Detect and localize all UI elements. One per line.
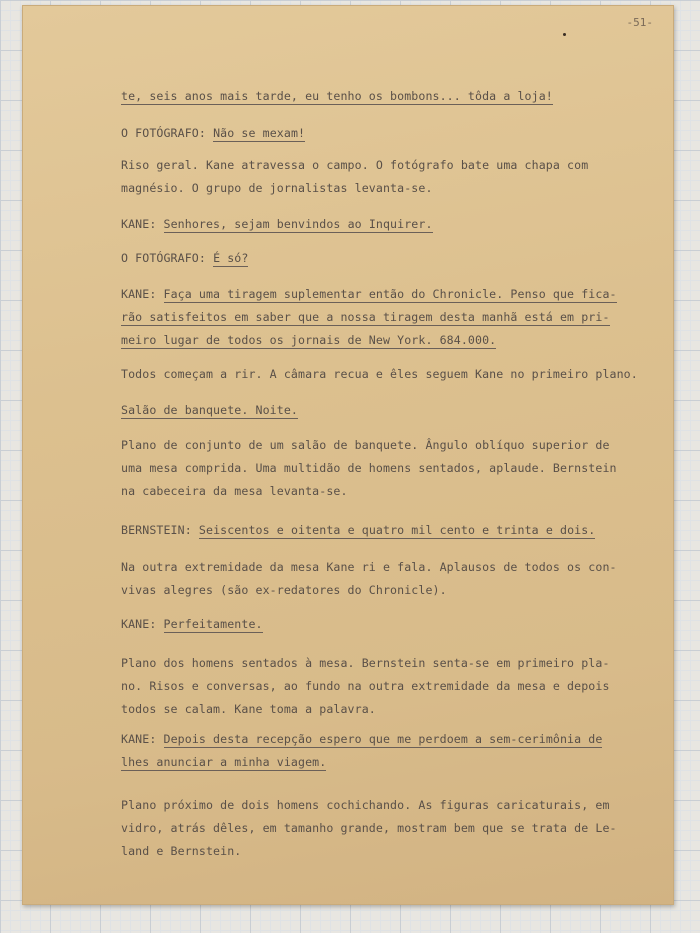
dialogue-line: Perfeitamente.: [163, 617, 263, 631]
paragraph-15: [121, 794, 661, 863]
speaker: KANE:: [121, 287, 157, 301]
page-number: -51-: [626, 16, 653, 29]
line: te, seis anos mais tarde, eu tenho os bombons... tôda a loja!: [121, 89, 553, 103]
paragraph-10: [121, 519, 661, 542]
paragraph-6: [121, 283, 661, 352]
speaker: KANE:: [121, 217, 157, 231]
line: na cabeceira da mesa levanta-se.: [121, 484, 348, 498]
line: no. Risos e conversas, ao fundo na outra extremidade da mesa e depois: [121, 679, 610, 693]
speaker: BERNSTEIN:: [121, 523, 192, 537]
dialogue-line: rão satisfeitos em saber que a nossa tiragem desta manhã está em pri-: [121, 310, 610, 324]
ink-speck: [563, 33, 566, 36]
paragraph-3: [121, 154, 661, 200]
dialogue-line: Depois desta recepção espero que me perdoem a sem-cerimônia de: [163, 732, 603, 746]
speaker: KANE:: [121, 617, 157, 631]
paragraph-12: [121, 613, 661, 636]
dialogue-line: Faça uma tiragem suplementar então do Chronicle. Penso que fica-: [163, 287, 617, 301]
scene-heading: [121, 399, 661, 422]
speaker: KANE:: [121, 732, 157, 746]
dialogue-line: Senhores, sejam benvindos ao Inquirer.: [163, 217, 433, 231]
line: magnésio. O grupo de jornalistas levanta-se.: [121, 181, 433, 195]
line: Na outra extremidade da mesa Kane ri e fala. Aplausos de todos os con-: [121, 560, 617, 574]
paragraph-4: [121, 213, 661, 236]
line: Riso geral. Kane atravessa o campo. O fotógrafo bate uma chapa com: [121, 158, 589, 172]
dialogue-line: Não se mexam!: [213, 126, 306, 140]
line: Todos começam a rir. A câmara recua e êles seguem Kane no primeiro plano.: [121, 367, 638, 381]
speaker: O FOTÓGRAFO:: [121, 126, 206, 140]
line: Plano de conjunto de um salão de banquete. Ângulo oblíquo superior de: [121, 438, 610, 452]
speaker: O FOTÓGRAFO:: [121, 251, 206, 265]
typed-page: [22, 5, 674, 905]
line: todos se calam. Kane toma a palavra.: [121, 702, 376, 716]
line: uma mesa comprida. Uma multidão de homens sentados, aplaude. Bernstein: [121, 461, 617, 475]
paragraph-9: [121, 434, 661, 503]
paragraph-14: [121, 728, 661, 774]
dialogue-line: É só?: [213, 251, 249, 265]
dialogue-line: lhes anunciar a minha viagem.: [121, 755, 327, 769]
line: Plano dos homens sentados à mesa. Bernstein senta-se em primeiro pla-: [121, 656, 610, 670]
dialogue-line: Seiscentos e oitenta e quatro mil cento e trinta e dois.: [198, 523, 596, 537]
paragraph-2: [121, 122, 661, 145]
paragraph-7: [121, 363, 661, 386]
paragraph-1: [121, 85, 661, 108]
paragraph-5: [121, 247, 661, 270]
line: Salão de banquete. Noite.: [121, 403, 299, 417]
line: vivas alegres (são ex-redatores do Chronicle).: [121, 583, 447, 597]
paragraph-11: [121, 556, 661, 602]
paragraph-13: [121, 652, 661, 721]
line: vidro, atrás dêles, em tamanho grande, mostram bem que se trata de Le-: [121, 821, 617, 835]
line: Plano próximo de dois homens cochichando. As figuras caricaturais, em: [121, 798, 610, 812]
line: land e Bernstein.: [121, 844, 242, 858]
dialogue-line: meiro lugar de todos os jornais de New York. 684.000.: [121, 333, 497, 347]
